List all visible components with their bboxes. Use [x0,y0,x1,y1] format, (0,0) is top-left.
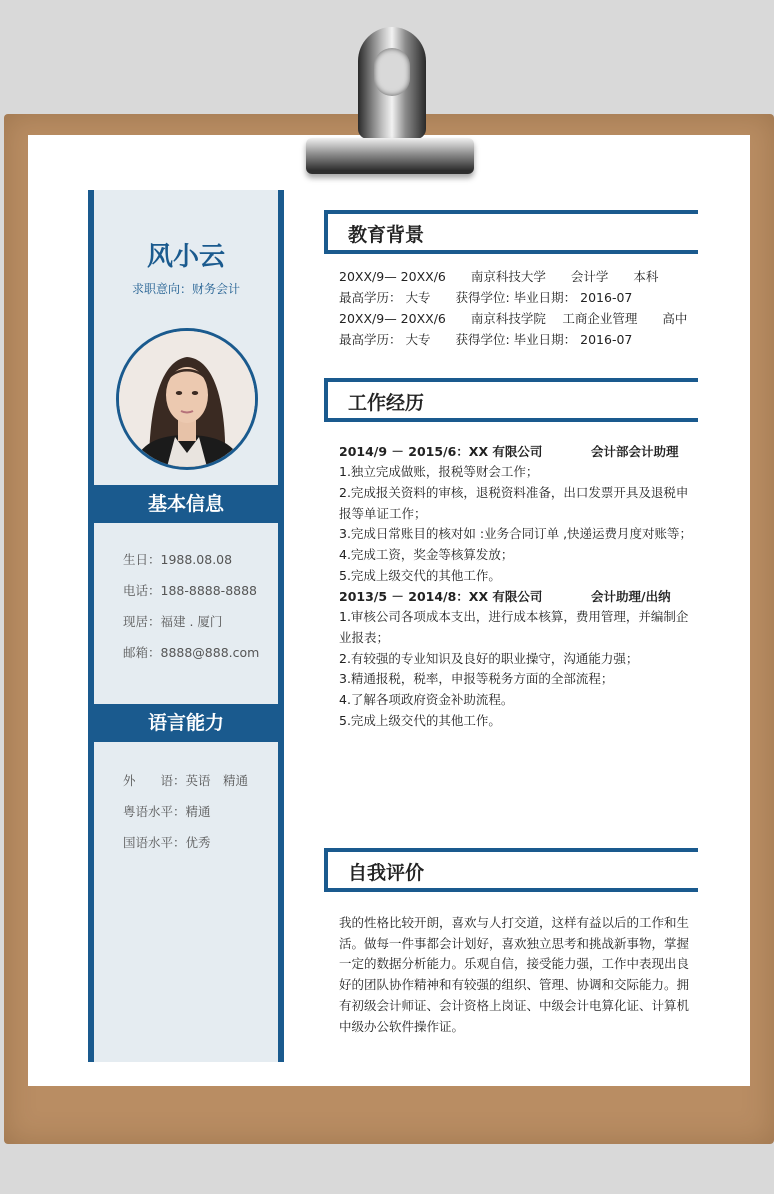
self-eval-line: 中级办公软件操作证。 [339,1019,465,1034]
language-item-foreign [123,771,248,789]
language-item-mandarin [123,833,211,851]
job-period: 2013/5 － 2014/8：XX 有限公司 [339,589,543,604]
education-section-header [324,210,698,254]
self-eval-title: 自我评价 [348,862,425,884]
language-item-cantonese [123,802,211,820]
self-eval-section-header [324,848,698,892]
basic-info-heading: 基本信息 [94,485,278,523]
language-value: 英语 精通 [185,773,249,788]
job-duty: 1.独立完成做账，报税等财会工作； [339,464,539,479]
job-duty: 报等单证工作； [339,506,427,521]
basic-info-residence: 现居：福建 . 厦门 [123,614,223,629]
binder-clip-icon [306,138,474,174]
language-label: 国语水平： [123,835,186,850]
job-period: 2014/9 － 2015/6：XX 有限公司 [339,444,543,459]
self-eval-line: 好的团队协作精神和有较强的组织、管理、协调和交际能力。拥 [339,977,690,992]
education-line: 最高学历： 大专 获得学位: 毕业日期： 2016-07 [339,290,633,305]
job-duty: 1.审核公司各项成本支出，进行成本核算，费用管理，并编制企 [339,609,689,624]
job-duty: 3.精通报税，税率，申报等税务方面的全部流程； [339,671,614,686]
job-duty: 3.完成日常账目的核对如 :业务合同订单 ,快递运费月度对账等； [339,526,693,541]
language-label: 外 语： [123,773,186,788]
self-eval-line: 我的性格比较开朗，喜欢与人打交道，这样有益以后的工作和生 [339,915,690,930]
job-duty: 4.了解各项政府资金补助流程。 [339,692,514,707]
self-eval-line: 活。做每一件事都会计划好，喜欢独立思考和挑战新事物，掌握 [339,936,690,951]
clip-hole [374,48,410,96]
education-line: 20XX/9— 20XX/6 南京科技大学 会计学 本科 [339,269,659,284]
language-label: 粤语水平： [123,804,186,819]
job-duty: 2.完成报关资料的审核，退税资料准备，出口发票开具及退税申 [339,485,689,500]
language-heading: 语言能力 [94,704,278,742]
education-line: 最高学历： 大专 获得学位: 毕业日期： 2016-07 [339,332,633,347]
language-value: 优秀 [185,835,211,850]
job-intent: 求职意向：财务会计 [131,282,240,296]
basic-info-email: 邮箱：8888@888.com [123,645,260,660]
self-eval-line: 有初级会计师证、会计资格上岗证、中级会计电算化证、计算机 [339,998,690,1013]
education-line: 20XX/9— 20XX/6 南京科技学院 工商企业管理 高中 [339,311,688,326]
person-portrait-icon [119,331,255,467]
job-duty: 业报表； [339,630,390,645]
job-position: 会计助理/出纳 [591,589,671,604]
self-eval-line: 一定的数据分析能力。乐观自信，接受能力强，工作中表现出良 [339,956,690,971]
profile-photo [116,328,258,470]
basic-info-phone: 电话：188-8888-8888 [123,583,258,598]
language-value: 精通 [185,804,211,819]
education-title: 教育背景 [348,224,425,246]
job-duty: 2.有较强的专业知识及良好的职业操守，沟通能力强； [339,651,639,666]
job-position: 会计部会计助理 [591,444,679,459]
job-duty: 5.完成上级交代的其他工作。 [339,713,501,728]
basic-info-birthday: 生日：1988.08.08 [123,552,233,567]
work-section-header [324,378,698,422]
job-duty: 5.完成上级交代的其他工作。 [339,568,501,583]
candidate-name: 风小云 [146,242,225,272]
work-title: 工作经历 [348,392,425,414]
job-duty: 4.完成工资，奖金等核算发放； [339,547,514,562]
